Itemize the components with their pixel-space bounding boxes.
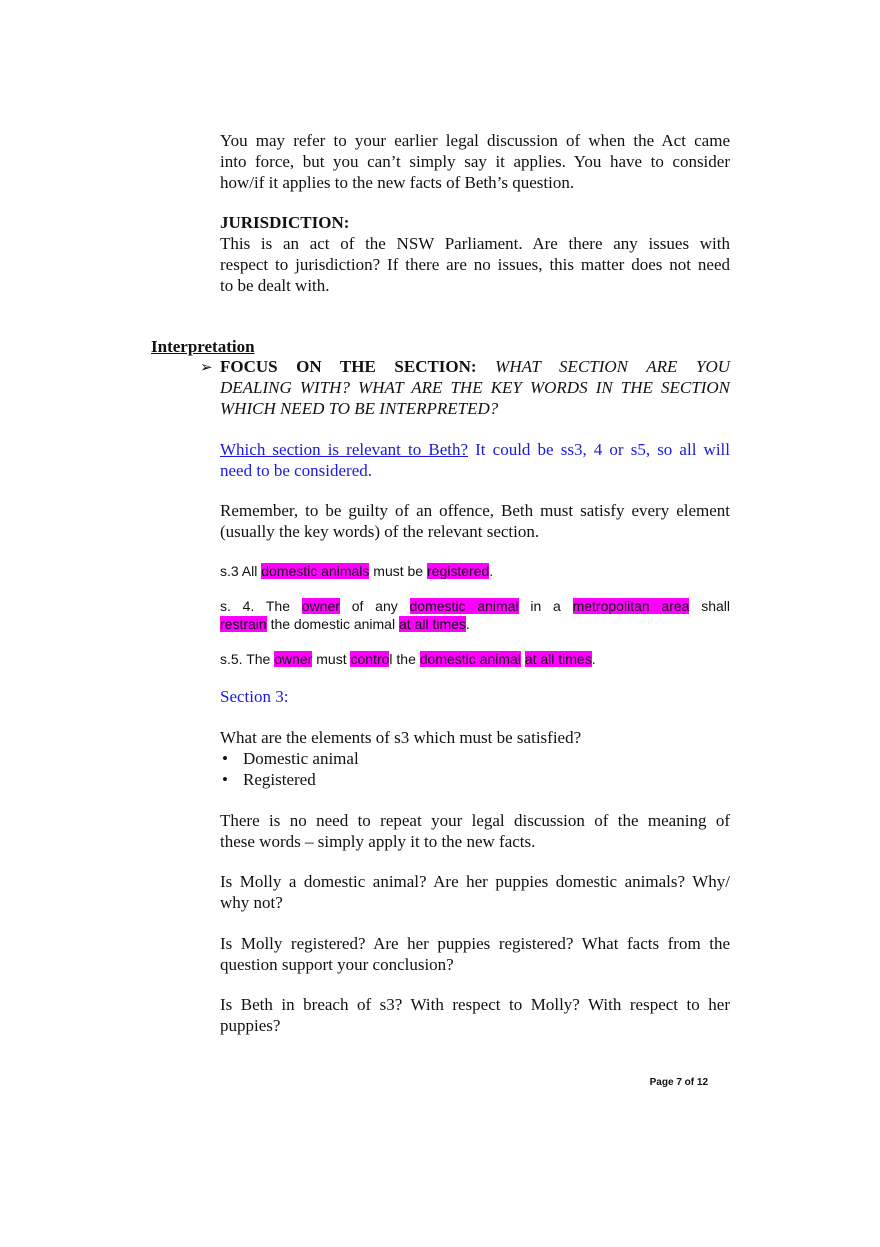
text-run: must be xyxy=(369,563,427,579)
highlight-term: owner xyxy=(274,651,313,667)
relevant-section-text: It could be ss3, 4 or s5, so all will xyxy=(468,440,730,459)
highlight-term: domestic animal xyxy=(409,598,519,614)
paragraph-line: There is no need to repeat your legal discussion of the meaning of xyxy=(220,811,730,830)
text-run: s.3 All xyxy=(220,563,262,579)
list-item: • Registered xyxy=(220,769,730,790)
relevant-section-link[interactable]: Which section is relevant to Beth? xyxy=(220,440,469,459)
arrow-bullet-icon: ➢ xyxy=(200,358,213,376)
intro-line: into force, but you can’t simply say it applies. You have to consider xyxy=(220,152,730,171)
paragraph-line: Is Molly registered? Are her puppies registered? What facts from the xyxy=(220,934,730,953)
jurisdiction-line: This is an act of the NSW Parliament. Are there any issues with xyxy=(220,234,730,253)
paragraph-line: Is Beth in breach of s3? With respect to Molly? With respect to her xyxy=(220,995,730,1014)
breach-question-paragraph xyxy=(220,994,730,1036)
text-run: must xyxy=(312,651,351,667)
text-run: s.5. The xyxy=(220,651,275,667)
highlight-term: at all times xyxy=(398,616,466,632)
text-run: of any xyxy=(339,598,410,614)
relevant-section-text: need to be considered. xyxy=(220,461,372,480)
section-4-text xyxy=(220,597,730,633)
highlight-term: metropolitan area xyxy=(572,598,690,614)
jurisdiction-line: respect to jurisdiction? If there are no issues, this matter does not need xyxy=(220,255,730,274)
text-run: in a xyxy=(518,598,573,614)
highlight-term: domestic animals xyxy=(261,563,370,579)
highlight-term: contro xyxy=(350,651,390,667)
interpretation-heading: Interpretation xyxy=(151,337,255,356)
text-run: shall xyxy=(689,598,731,614)
list-item: • Domestic animal xyxy=(220,748,730,769)
text-run: s. 4. The xyxy=(220,598,302,614)
intro-line: You may refer to your earlier legal discussion of when the Act came xyxy=(220,131,730,150)
section-3-heading: Section 3: xyxy=(220,687,289,706)
jurisdiction-heading: JURISDICTION: xyxy=(220,213,350,232)
text-run: the domestic animal xyxy=(266,616,399,632)
highlight-term: at all times xyxy=(524,651,592,667)
paragraph-line: these words – simply apply it to the new facts. xyxy=(220,832,536,851)
paragraph-line: why not? xyxy=(220,893,283,912)
section-3-text xyxy=(220,562,730,580)
paragraph-line: puppies? xyxy=(220,1016,281,1035)
focus-question: WHAT SECTION ARE YOU xyxy=(495,357,730,376)
remember-line: (usually the key words) of the relevant section. xyxy=(220,522,540,541)
remember-line: Remember, to be guilty of an offence, Beth must satisfy every element xyxy=(220,501,730,520)
intro-line: how/if it applies to the new facts of Beth’s question. xyxy=(220,173,575,192)
relevant-section-block xyxy=(220,439,730,481)
domestic-question-paragraph xyxy=(220,871,730,913)
elements-question: What are the elements of s3 which must be satisfied? xyxy=(220,728,582,747)
no-repeat-paragraph xyxy=(220,810,730,852)
paragraph-line: question support your conclusion? xyxy=(220,955,454,974)
jurisdiction-section xyxy=(220,212,730,296)
text-run: l the xyxy=(389,651,420,667)
focus-block xyxy=(220,356,730,419)
text-run: . xyxy=(591,651,596,667)
section-5-text xyxy=(220,650,730,668)
intro-paragraph xyxy=(220,130,730,193)
focus-question: DEALING WITH? WHAT ARE THE KEY WORDS IN THE SECTION xyxy=(220,378,730,397)
focus-question: WHICH NEED TO BE INTERPRETED? xyxy=(220,399,499,418)
page-number: Page 7 of 12 xyxy=(649,1077,708,1088)
remember-paragraph xyxy=(220,500,730,542)
highlight-term: owner xyxy=(301,598,340,614)
text-run: . xyxy=(489,563,494,579)
highlight-term: restrain xyxy=(220,616,267,632)
registered-question-paragraph xyxy=(220,933,730,975)
elements-block xyxy=(220,727,730,790)
elements-list xyxy=(220,748,730,790)
paragraph-line: Is Molly a domestic animal? Are her puppies domestic animals? Why/ xyxy=(220,872,730,891)
highlight-term: domestic animal xyxy=(419,651,521,667)
text-run: . xyxy=(465,616,470,632)
highlight-term: registered xyxy=(427,563,490,579)
jurisdiction-line: to be dealt with. xyxy=(220,276,330,295)
focus-label: FOCUS ON THE SECTION: xyxy=(220,357,477,376)
